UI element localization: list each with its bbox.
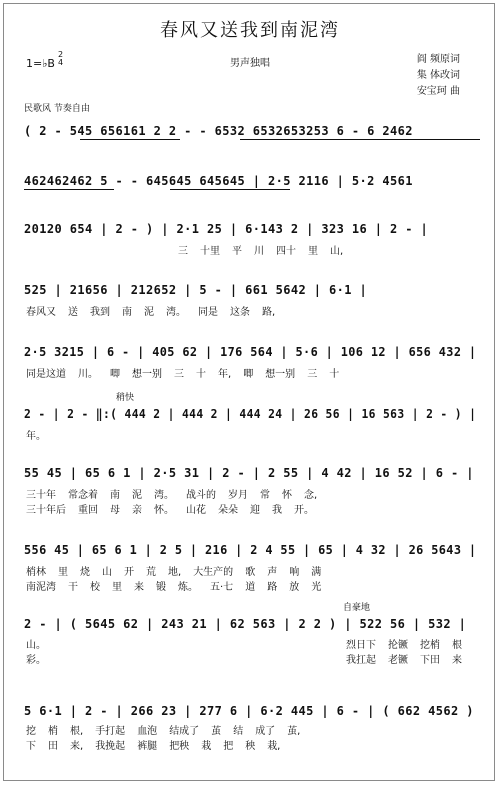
lyrics-line-6	[26, 427, 46, 442]
lyric: 三十年	[26, 490, 56, 501]
lyric: 成了	[255, 726, 276, 737]
lyric: 血泡	[137, 726, 158, 737]
lyric: 梢	[48, 726, 58, 737]
lyricist-credit: 阎 频原词	[416, 54, 460, 65]
lyric: 亲	[132, 505, 142, 516]
lyric: 朵朵	[218, 505, 238, 516]
lyric: 秧	[245, 741, 256, 752]
lyric: 泥	[144, 307, 154, 318]
lyric: 大生产的	[193, 567, 234, 578]
lyric: 地,	[168, 567, 182, 578]
lyric: 母	[110, 505, 120, 516]
credits	[417, 52, 460, 100]
lyric: 茧	[211, 726, 222, 737]
lyric: 平	[232, 246, 242, 257]
lyric: 我挽起	[95, 741, 126, 752]
lyrics-line-3	[178, 242, 355, 257]
lyric: 川。	[78, 369, 98, 380]
lyrics-line-9a	[346, 636, 474, 651]
lyric: 校	[90, 582, 100, 593]
lyric: 十	[329, 369, 340, 380]
lyric: 念,	[304, 490, 318, 501]
lyric: 唧	[110, 369, 120, 380]
lyric: 这条	[230, 307, 250, 318]
lyric: 锻	[156, 582, 166, 593]
lyric: 里	[58, 567, 68, 578]
lyric: 歌	[245, 567, 256, 578]
lyrics-line-10b	[26, 737, 292, 752]
lyric: 五·七	[210, 582, 234, 593]
lyric: 道	[245, 582, 256, 593]
lyric: 湾。	[166, 307, 186, 318]
lyric: 送	[68, 307, 78, 318]
lyric-end-9b: 彩。	[26, 655, 46, 666]
lyric: 常念着	[68, 490, 98, 501]
lyric: 怀	[282, 490, 292, 501]
notation-line-6: 2 - | 2 - ‖:( 444 2 | 444 2 | 444 24 | 26 56 | 16 563 | 2 - ) |	[24, 407, 477, 421]
beam	[170, 189, 290, 190]
lyric: 南泥湾	[26, 582, 56, 593]
lyric: 同是这道	[26, 369, 66, 380]
lyric: 常	[260, 490, 270, 501]
lyric: 开。	[294, 505, 314, 516]
lyric: 裤腿	[137, 741, 158, 752]
lyric: 声	[267, 567, 278, 578]
beam	[80, 139, 180, 140]
lyric: 梢林	[26, 567, 46, 578]
beam	[240, 139, 480, 140]
lyric: 光	[311, 582, 322, 593]
tempo-change-marking: 稍快	[116, 393, 135, 403]
lyric: 三十年后	[26, 505, 66, 516]
lyric: 唧	[243, 369, 254, 380]
lyric: 抡镢	[388, 640, 408, 651]
notation-line-5: 2·5 3215 | 6 - | 405 62 | 176 564 | 5·6 | 106 12 | 656 432 |	[24, 345, 477, 359]
lyrics-line-4	[26, 303, 287, 318]
lyric: 下田	[420, 655, 440, 666]
lyric: 结成了	[169, 726, 200, 737]
tempo-marking: 民歌风 节奏自由	[24, 104, 90, 114]
lyric: 四十	[276, 246, 296, 257]
lyric: 战斗的	[186, 490, 216, 501]
expression-marking: 自豪地	[343, 603, 371, 613]
lyric: 三	[307, 369, 318, 380]
lyrics-line-7b	[26, 501, 326, 516]
lyric: 想一别	[132, 369, 162, 380]
lyric: 放	[289, 582, 300, 593]
lyric: 路,	[262, 307, 276, 318]
lyric: 满	[311, 567, 322, 578]
lyric: 栽	[201, 741, 212, 752]
lyric: 春风又	[26, 307, 56, 318]
lyric: 里	[308, 246, 318, 257]
reviser-credit: 集 体改词	[416, 70, 460, 81]
notation-line-9: 2 - | ( 5645 62 | 243 21 | 62 563 | 2 2 ) | 522 56 | 532 |	[24, 617, 467, 631]
lyric: 茧,	[287, 726, 301, 737]
lyric: 怀。	[154, 505, 174, 516]
lyric: 同是	[198, 307, 218, 318]
lyric: 南	[122, 307, 132, 318]
lyric: 根	[452, 640, 462, 651]
notation-line-7: 55 45 | 65 6 1 | 2·5 31 | 2 - | 2 55 | 4 42 | 16 52 | 6 - |	[24, 466, 474, 480]
composer-credit: 安宝珂 曲	[416, 86, 460, 97]
lyric: 挖梢	[420, 640, 440, 651]
lyrics-line-9b	[346, 651, 474, 666]
lyric: 响	[289, 567, 300, 578]
lyrics-line-8b	[26, 578, 333, 593]
lyric: 山,	[330, 246, 344, 257]
meter-numerator: 2	[58, 50, 64, 59]
lyric: 岁月	[228, 490, 248, 501]
lyric: 我	[272, 505, 282, 516]
lyric: 挖	[26, 726, 36, 737]
lyrics-line-7a	[26, 486, 329, 501]
notation-line-4: 525 | 21656 | 212652 | 5 - | 661 5642 | 6·1 |	[24, 283, 368, 297]
lyrics-line-10a	[26, 722, 312, 737]
lyric: 山	[102, 567, 112, 578]
lyric: 结	[233, 726, 244, 737]
beam	[24, 189, 114, 190]
lyric: 根,	[70, 726, 84, 737]
lyric: 迎	[250, 505, 260, 516]
lyric: 路	[267, 582, 278, 593]
lyrics-line-8a	[26, 563, 333, 578]
lyric: 十里	[200, 246, 220, 257]
lyric-end-9a: 山。	[26, 640, 46, 651]
lyric: 开	[124, 567, 134, 578]
lyrics-line-5	[26, 365, 351, 380]
lyric: 我到	[90, 307, 110, 318]
lyric: 把	[223, 741, 234, 752]
lyric: 荒	[146, 567, 156, 578]
lyric: 南	[110, 490, 120, 501]
notation-line-10: 5 6·1 | 2 - | 266 23 | 277 6 | 6·2 445 | 6 - | ( 662 4562 )	[24, 704, 474, 718]
lyric: 下	[26, 741, 36, 752]
lyric: 三	[174, 369, 184, 380]
lyric: 山花	[186, 505, 206, 516]
lyric: 三	[178, 246, 188, 257]
notation-line-8: 556 45 | 65 6 1 | 2 5 | 216 | 2 4 55 | 65 | 4 32 | 26 5643 |	[24, 543, 477, 557]
notation-line-2: 462462462 5 - - 645645 645645 | 2·5 2116 | 5·2 4561	[24, 174, 413, 188]
lyric: 田	[48, 741, 58, 752]
notation-line-3: 20120 654 | 2 - ) | 2·1 25 | 6·143 2 | 323 16 | 2 - |	[24, 222, 429, 236]
lyric: 川	[254, 246, 264, 257]
lyric: 十	[196, 369, 206, 380]
notation-line-1: ( 2 - 545 656161 2 2 - - 6532 6532653253 6 - 6 2462	[24, 124, 413, 138]
lyric: 栽,	[267, 741, 281, 752]
lyric: 把秧	[169, 741, 190, 752]
lyric: 想一别	[265, 369, 296, 380]
performance-form: 男声独唱	[230, 58, 270, 69]
lyric: 里	[112, 582, 122, 593]
lyric: 干	[68, 582, 78, 593]
lyric: 年。	[26, 431, 46, 442]
lyric: 我扛起	[346, 655, 376, 666]
lyric: 年,	[218, 369, 232, 380]
meter-denominator: 4	[58, 58, 64, 67]
lyric: 泥	[132, 490, 142, 501]
lyric: 老镢	[388, 655, 408, 666]
key-signature: 1=♭B	[26, 57, 55, 70]
lyric: 炼。	[178, 582, 198, 593]
lyric: 烧	[80, 567, 90, 578]
lyric: 来	[452, 655, 462, 666]
lyric: 手打起	[95, 726, 126, 737]
lyric: 来,	[70, 741, 84, 752]
lyric: 来	[134, 582, 144, 593]
lyric: 烈日下	[346, 640, 376, 651]
lyric: 湾。	[154, 490, 174, 501]
lyric: 重回	[78, 505, 98, 516]
song-title: 春风又送我到南泥湾	[160, 20, 340, 41]
